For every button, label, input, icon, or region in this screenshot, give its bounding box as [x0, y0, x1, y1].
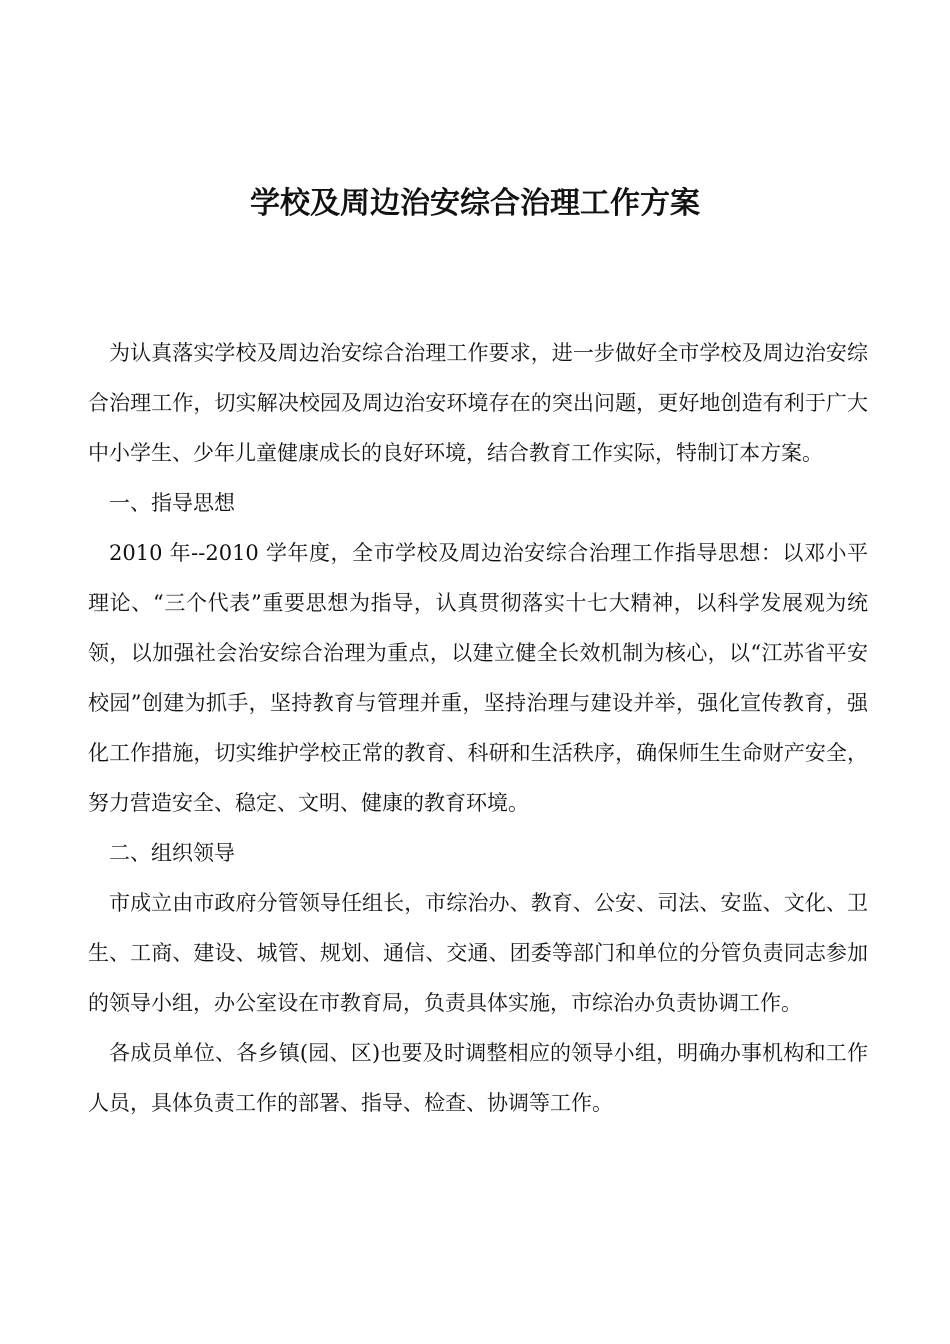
document-title: 学校及周边治安综合治理工作方案: [250, 186, 700, 221]
guiding-ideology-paragraph: 2010 年--2010 学年度，全市学校及周边治安综合治理工作指导思想：以邓小平理论、“三个代表”重要思想为指导，认真贯彻落实十七大精神，以科学发展观为统领，以加强社会治安综合治理为重点，以建立健全长效机制为核心，以“江苏省平安校园”创建为抓手，坚持教育与管理并重，坚持治理与建设并举，强化宣传教育，强化工作措施，切实维护学校正常的教育、科研和生活秩序，确保师生生命财产安全，努力营造安全、稳定、文明、健康的教育环境。: [88, 541, 868, 815]
document-body: [88, 328, 868, 1128]
intro-paragraph: 为认真落实学校及周边治安综合治理工作要求，进一步做好全市学校及周边治安综合治理工作，切实解决校园及周边治安环境存在的突出问题，更好地创造有利于广大中小学生、少年儿童健康成长的良好环境，结合教育工作实际，特制订本方案。: [88, 341, 868, 465]
section-heading-organization: 二、组织领导: [109, 841, 235, 865]
organization-paragraph-2: 各成员单位、各乡镇(园、区)也要及时调整相应的领导小组，明确办事机构和工作人员，具体负责工作的部署、指导、检查、协调等工作。: [88, 1041, 868, 1115]
organization-paragraph-1: 市成立由市政府分管领导任组长，市综治办、教育、公安、司法、安监、文化、卫生、工商、建设、城管、规划、通信、交通、团委等部门和单位的分管负责同志参加的领导小组，办公室设在市教育局，负责具体实施，市综治办负责协调工作。: [88, 891, 868, 1015]
section-heading-guiding-ideology: 一、指导思想: [109, 491, 235, 515]
